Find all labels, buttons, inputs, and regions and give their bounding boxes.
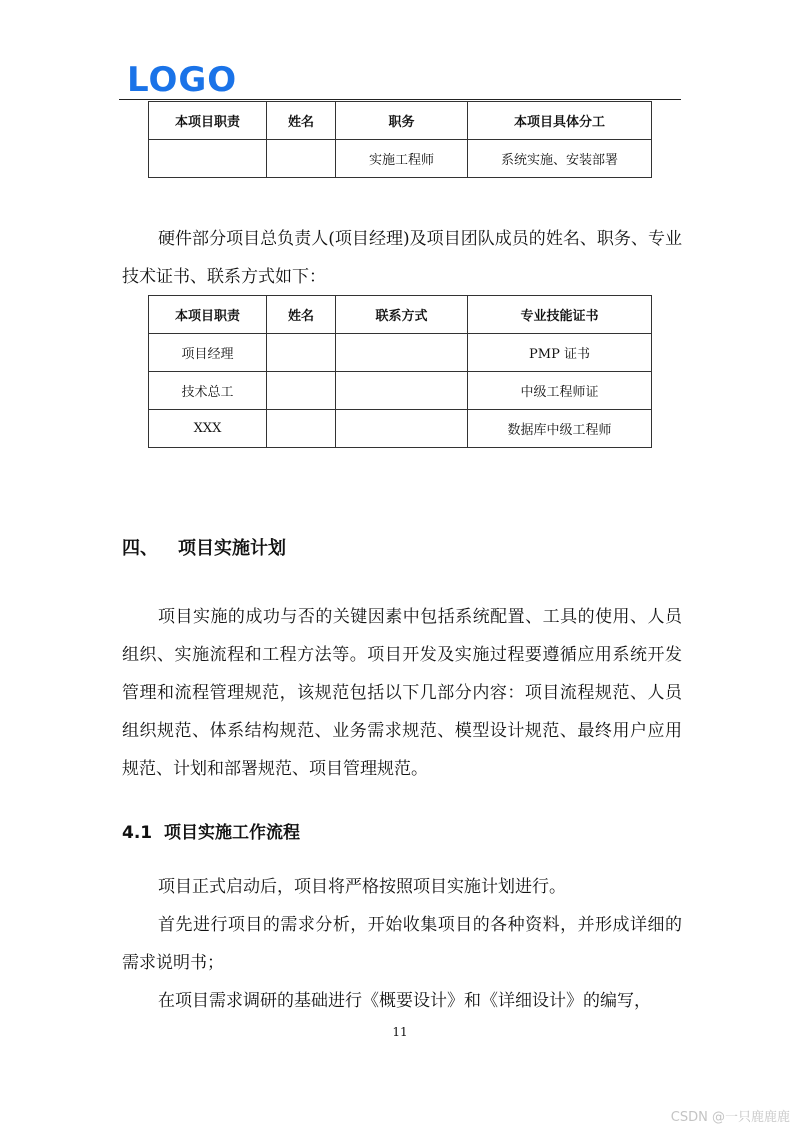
logo: LOGO (127, 60, 238, 100)
start-paragraph: 项目正式启动后，项目将严格按照项目实施计划进行。 (158, 877, 566, 897)
table-cell: 实施工程师 (336, 140, 468, 178)
table-header-cell: 专业技能证书 (468, 296, 652, 334)
table-header-cell: 联系方式 (336, 296, 468, 334)
table-header-cell: 本项目具体分工 (468, 102, 652, 140)
subsection-number: 4.1 (122, 823, 153, 843)
table-row (149, 140, 652, 178)
watermark: CSDN @一只鹿鹿鹿 (670, 1110, 790, 1125)
table-cell: 系统实施、安装部署 (468, 140, 652, 178)
section-title: 项目实施计划 (178, 538, 286, 559)
table-cell (336, 334, 468, 372)
table-cell: 中级工程师证 (468, 372, 652, 410)
table-cell (267, 372, 336, 410)
table-cell (336, 372, 468, 410)
table-cell: XXX (149, 410, 267, 448)
table-header-row (149, 102, 652, 140)
header-divider (119, 99, 681, 100)
design-paragraph: 在项目需求调研的基础进行《概要设计》和《详细设计》的编写， (158, 991, 651, 1011)
hardware-team-paragraph: 硬件部分项目总负责人(项目经理)及项目团队成员的姓名、职务、专业技术证书、联系方式如下： (122, 229, 682, 287)
staff-role-table (148, 101, 652, 178)
table-header-cell: 本项目职责 (149, 102, 267, 140)
table-cell (267, 140, 336, 178)
table-cell: 项目经理 (149, 334, 267, 372)
table-cell (267, 334, 336, 372)
table-header-cell: 姓名 (267, 296, 336, 334)
table-cell (336, 410, 468, 448)
table-cell: 数据库中级工程师 (468, 410, 652, 448)
requirements-paragraph: 首先进行项目的需求分析，开始收集项目的各种资料，并形成详细的需求说明书； (122, 915, 682, 973)
table-row (149, 372, 652, 410)
table-row (149, 410, 652, 448)
table-header-cell: 职务 (336, 102, 468, 140)
table-cell: 技术总工 (149, 372, 267, 410)
table-header-cell: 本项目职责 (149, 296, 267, 334)
section-number: 四、 (122, 538, 158, 559)
table-header-cell: 姓名 (267, 102, 336, 140)
hardware-team-table (148, 295, 652, 448)
subsection-heading (122, 818, 300, 843)
table-cell (149, 140, 267, 178)
table-row (149, 334, 652, 372)
plan-paragraph: 项目实施的成功与否的关键因素中包括系统配置、工具的使用、人员组织、实施流程和工程方法等。项目开发及实施过程要遵循应用系统开发管理和流程管理规范，该规范包括以下几部分内容：项目流程规范、人员组织规范、体系结构规范、业务需求规范、模型设计规范、最终用户应用规范、计划和部署规范、项目管理规范。 (122, 607, 682, 779)
subsection-title: 项目实施工作流程 (163, 823, 300, 843)
table-cell (267, 410, 336, 448)
table-cell: PMP 证书 (468, 334, 652, 372)
table-header-row (149, 296, 652, 334)
page-number: 11 (392, 1025, 408, 1039)
section-heading (122, 534, 286, 560)
